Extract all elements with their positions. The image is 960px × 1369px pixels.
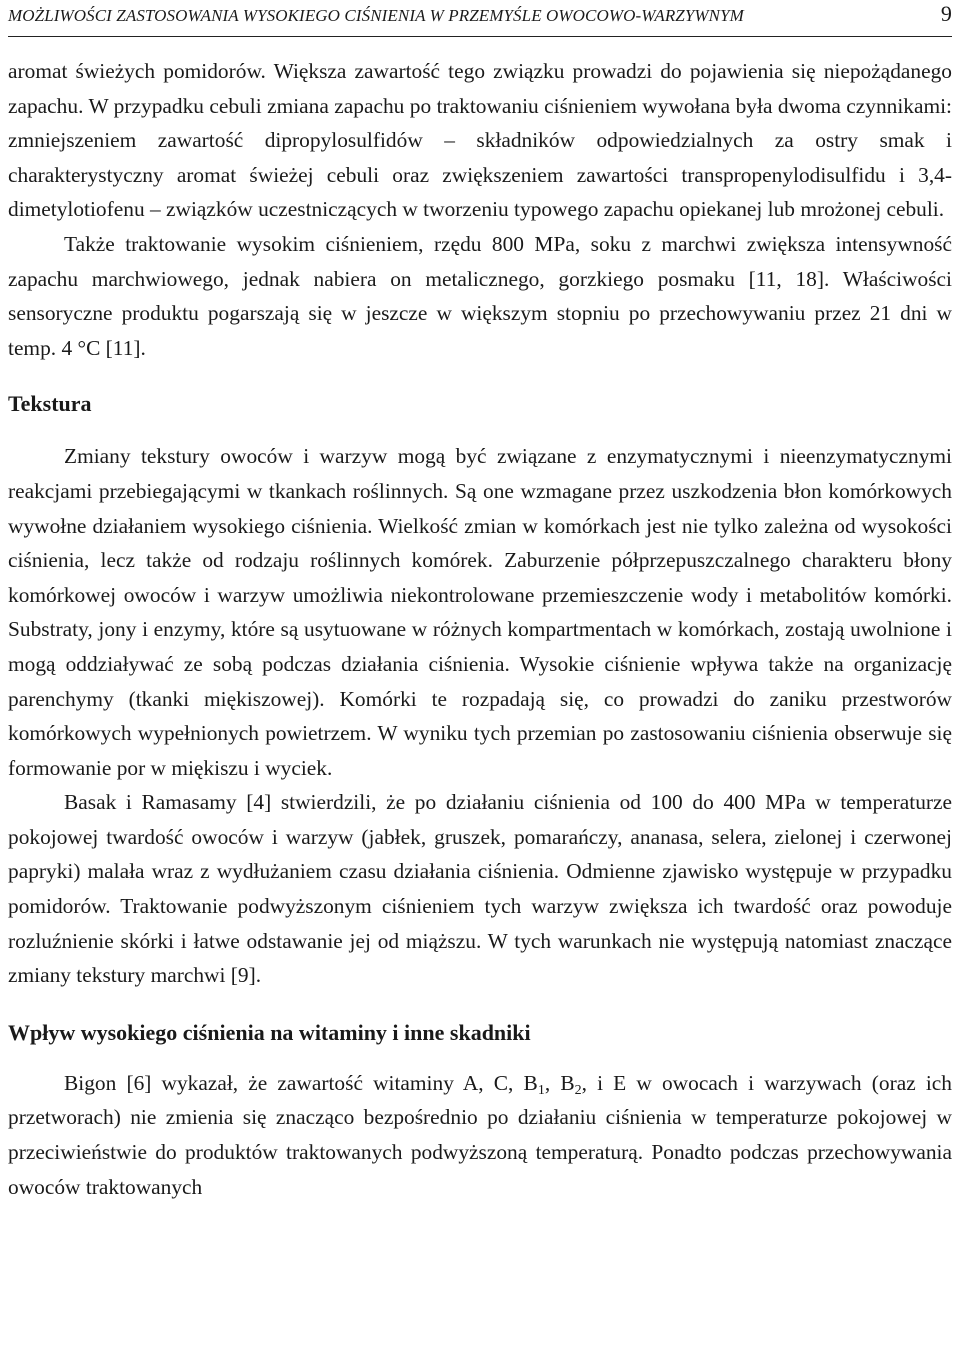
witaminy-text-part-1: Bigon [6] wykazał, że zawartość witaminy A, C, B — [64, 1070, 538, 1095]
subscript-2: 2 — [574, 1082, 582, 1098]
section-heading-witaminy: Wpływ wysokiego ciśnienia na witaminy i inne skadniki — [8, 1019, 531, 1045]
paragraph-marchew: Także traktowanie wysokim ciśnieniem, rzędu 800 MPa, soku z marchwi zwiększa intensywność zapachu marchwiowego, jednak nabiera on metalicznego, gorzkiego posmaku [11, 18]. Właściwości sensoryczne produktu pogarszają się w jeszcze w większym stopniu po przechowywaniu przez 21 dni w temp. 4 °C [11]. — [8, 231, 952, 360]
paragraph-tekstura-1: Zmiany tekstury owoców i warzyw mogą być związane z enzymatycznymi i nieenzymatycznymi reakcjami przebiegającymi w tkankach roślinnych. Są one wzmagane przez uszkodzenia błon komórkowych wywołne działaniem wysokiego ciśnienia. Wielkość zmian w komórkach jest nie tylko zależna od wysokości ciśnienia, lecz także od rodzaju roślinnych komórek. Zaburzenie półprzepuszczalnego charakteru błony komórkowej owoców i warzyw umożliwia niekontrolowane przemieszczenie wody i metabolitów komórki. Substraty, jony i enzymy, które są usytuowane w różnych kompartmentach w komórkach, zostają uwolnione i mogą oddziaływać ze sobą podczas działania ciśnienia. Wysokie ciśnienie wpływa także na organizację parenchymy (tkanki miękiszowej). Komórki te rozpadają się, co prowadzi do zaniku przestworów komórkowych wypełnionych powietrzem. W wyniku tych przemian po zastosowaniu ciśnienia obserwuje się formowanie por w miękiszu i wyciek. — [8, 444, 952, 780]
witaminy-text-part-2: , B — [544, 1070, 575, 1095]
paragraph-tekstura-2: Basak i Ramasamy [4] stwierdzili, że po działaniu ciśnienia od 100 do 400 MPa w temperaturze pokojowej twardość owoców i warzyw (jabłek, gruszek, pomarańczy, ananasa, selera, zielonej i czerwonej papryki) malała wraz z wydłużaniem czasu działania ciśnienia. Odmienne zjawisko występuje w przypadku pomidorów. Traktowanie podwyższonym ciśnieniem tych warzyw zwiększa ich twardość oraz powoduje rozluźnienie skórki i łatwe odstawanie jej od miąższu. W tych warunkach nie występują natomiast znaczące zmiany tekstury marchwi [9]. — [8, 790, 952, 988]
page-number: 9 — [940, 1, 952, 26]
running-header-title: MOŻLIWOŚCI ZASTOSOWANIA WYSOKIEGO CIŚNIENIA W PRZEMYŚLE OWOCOWO-WARZYWNYM — [8, 6, 744, 25]
witaminy-text-part-3: , i E w owocach i warzywach (oraz ich przetworach) nie zmienia się znacząco bezpośrednio po działaniu ciśnienia w temperaturze pokojowej w przeciwieństwie do produktów traktowanych podwyższoną temperaturą. Ponadto podczas przechowywania owoców traktowanych — [8, 1070, 952, 1199]
paragraph-witaminy — [8, 1066, 952, 1204]
running-header — [8, 0, 952, 37]
body-text — [8, 54, 952, 1204]
subscript-1: 1 — [537, 1082, 545, 1098]
section-heading-tekstura: Tekstura — [8, 391, 92, 417]
paragraph-aromat: aromat świeżych pomidorów. Większa zawartość tego związku prowadzi do pojawienia się niepożądanego zapachu. W przypadku cebuli zmiana zapachu po traktowaniu ciśnieniem wywołana była dwoma czynnikami: zmniejszeniem zawartość dipropylosulfidów – składników odpowiedzialnych za ostry smak i charakterystyczny aromat świeżej cebuli oraz zwiększeniem zawartości transpropenylodisulfidu i 3,4-dimetylotiofenu – związków uczestniczących w tworzeniu typowego zapachu opiekanej lub mrożonej cebuli. — [8, 59, 952, 222]
document-page — [8, 0, 952, 1204]
